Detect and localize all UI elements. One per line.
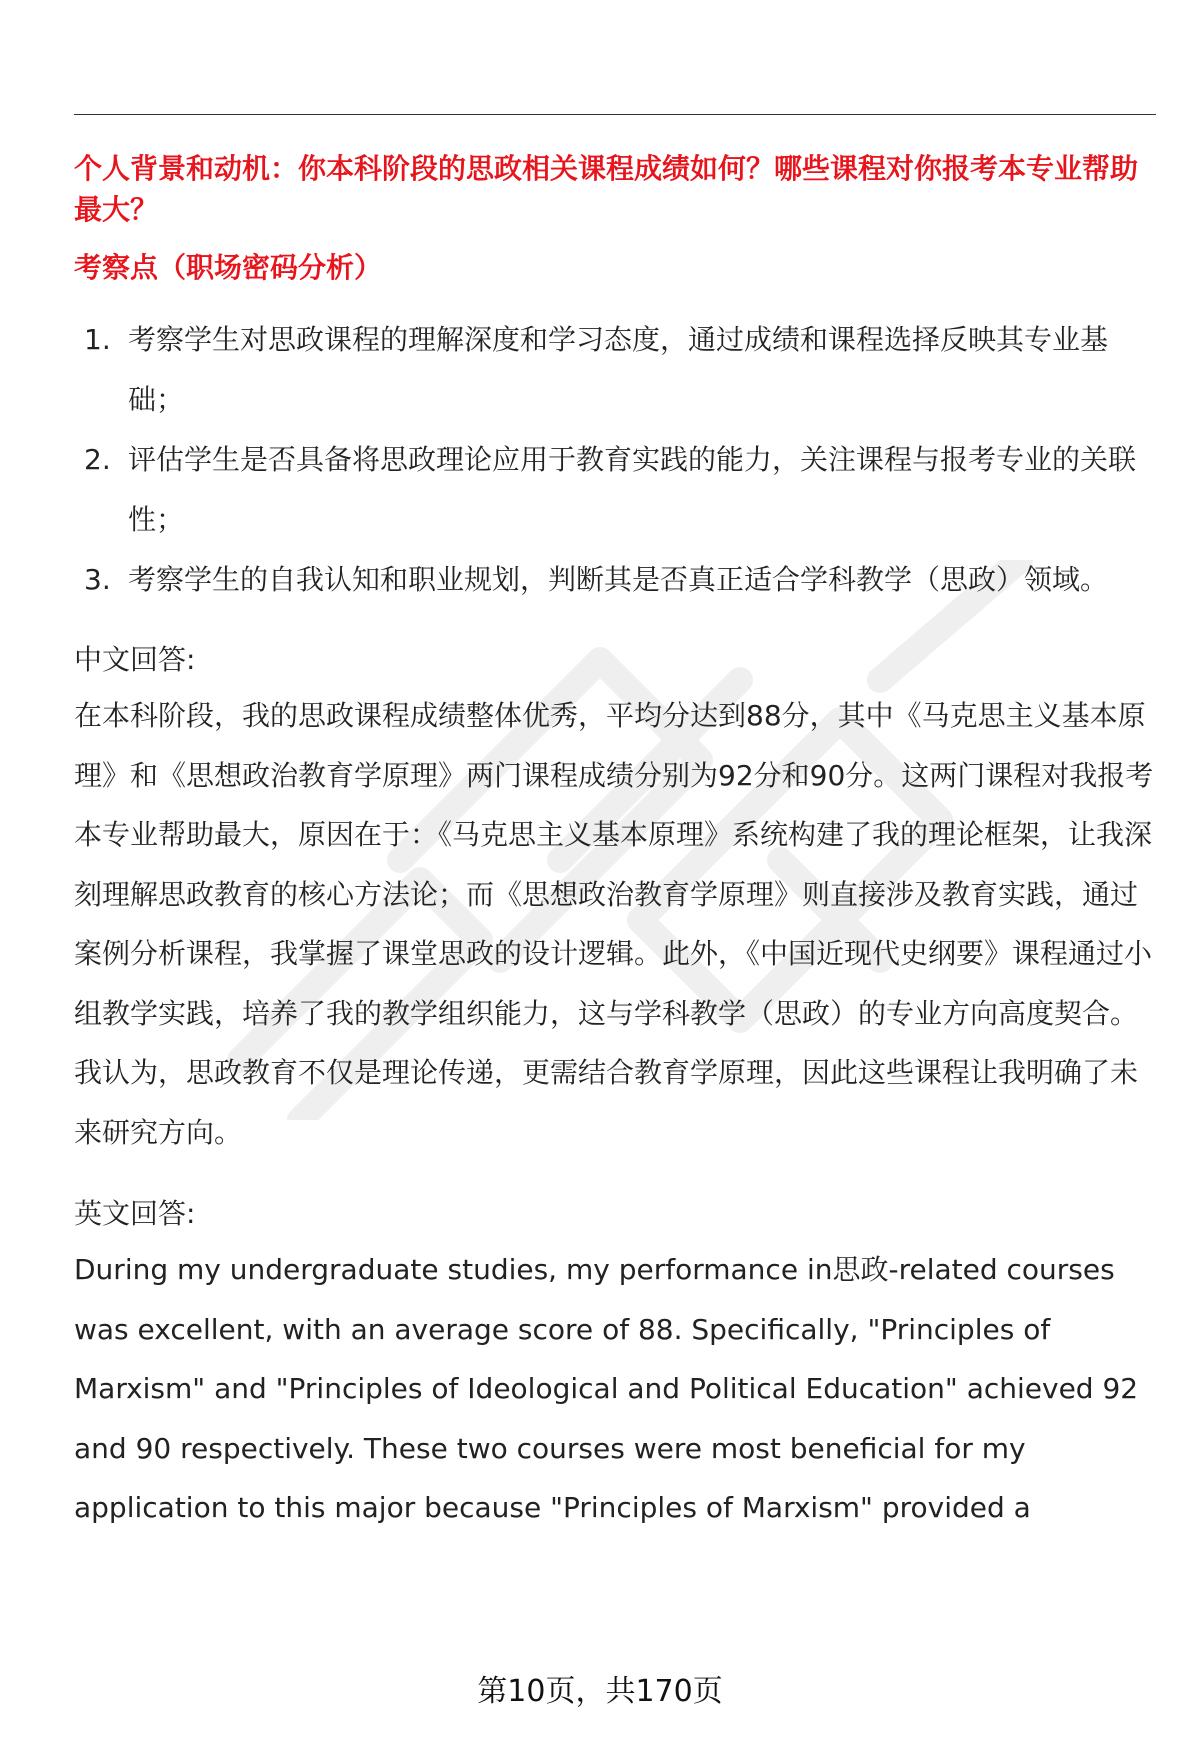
list-item-number: 2. [84, 443, 111, 476]
list-item-number: 1. [84, 323, 111, 356]
list-item-text: 评估学生是否具备将思政理论应用于教育实践的能力，关注课程与报考专业的关联性； [128, 443, 1137, 536]
question-heading: 个人背景和动机：你本科阶段的思政相关课程成绩如何？哪些课程对你报考本专业帮助最大？ [74, 152, 1139, 226]
list-item [74, 310, 1156, 430]
chinese-answer-label: 中文回答: [74, 643, 196, 676]
list-item [74, 430, 1156, 550]
top-divider [74, 114, 1156, 115]
list-item [74, 550, 1156, 610]
page-content [74, 148, 1156, 1538]
english-answer-label: 英文回答: [74, 1197, 196, 1230]
chinese-answer-text: 在本科阶段，我的思政课程成绩整体优秀，平均分达到88分，其中《马克思主义基本原理》和《思想政治教育学原理》两门课程成绩分别为92分和90分。这两门课程对我报考本专业帮助最大，原因在于：《马克思主义基本原理》系统构建了我的理论框架，让我深刻理解思政教育的核心方法论；而《思想政治教育学原理》则直接涉及教育实践，通过案例分析课程，我掌握了课堂思政的设计逻辑。此外，《中国近现代史纲要》课程通过小组教学实践，培养了我的教学组织能力，这与学科教学（思政）的专业方向高度契合。我认为，思政教育不仅是理论传递，更需结合教育学原理，因此这些课程让我明确了未来研究方向。 [74, 699, 1154, 1149]
list-item-text: 考察学生的自我认知和职业规划，判断其是否真正适合学科教学（思政）领域。 [128, 563, 1109, 596]
list-item-text: 考察学生对思政课程的理解深度和学习态度，通过成绩和课程选择反映其专业基础； [128, 323, 1109, 416]
list-item-number: 3. [84, 563, 111, 596]
page-number: 第10页，共170页 [477, 1674, 723, 1709]
assessment-title: 考察点（职场密码分析） [74, 251, 383, 284]
english-answer-text: During my undergraduate studies, my performance in思政-related courses was excellent, with an average score of 88. Specifically, "Principles of Marxism" and "Principles of Ideological and Political Education" achieved 92 and 90 respectively. These two courses were most beneficial for my application to this major because "Principles of Marxism" provided a [74, 1253, 1139, 1524]
assessment-points-list [74, 310, 1156, 610]
